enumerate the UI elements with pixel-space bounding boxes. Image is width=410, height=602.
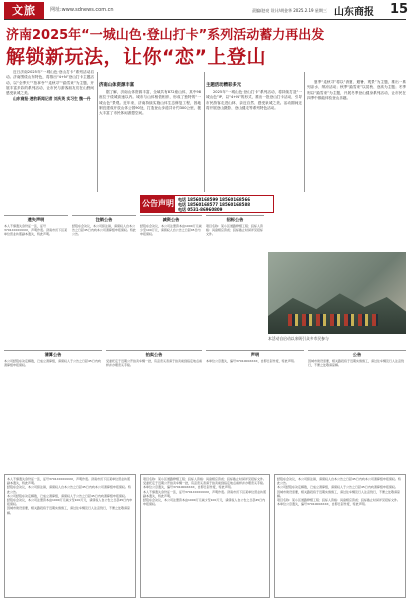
body-column-3 [307, 80, 406, 248]
site-url: 网址:www.sdnews.com.cn [50, 7, 114, 13]
column-rule [97, 72, 98, 192]
lead-column [6, 70, 94, 192]
ad-phone-line: 电话 18560168599 18560168566 [178, 197, 251, 202]
body-column-1 [99, 80, 201, 192]
ad-phone-line: 电话 0531-86960809 [178, 207, 223, 212]
byline: 山东商报·速豹新闻记者 刘庆英 实习生 魏一丹 [13, 96, 91, 102]
hiking-photo [268, 252, 406, 334]
ad-phone-line: 电话 18560168577 18560168588 [178, 202, 251, 207]
notice-block: 经股东会决议，本公司拟注销，请债权人自本公告之日起45日内向本公司清算组申报债权。特此公告。 本公司经股东决定解散，已成立清算组，请债权人于公告之日起45日内向清算组申报债权。 因城市建设需要，相关路段将于近期实施施工，请过往车辆及行人注意绕行，不便之处敬请谅解。 项目名称：某小区道路修缮工程；投标人资格：具备相应资质；投标截止时间详见招标文件。 本单位公章遗失，编号3701000XXXX，自即日起作废，特此声明。 [274, 474, 406, 598]
notice-block: 本人不慎遗失身份证一张，证号3701XXXXXXXX，声明作废。济南市历下区某单位营业执照副本遗失，特此声明。 经股东会决议，本公司拟注销，请债权人自本公告之日起45日内向本公司清算组申报债权。特此公告。 本公司经股东决定解散，已成立清算组，请债权人于公告之日起45日内向清算组申报债权。 经股东会决议，本公司注册资本由1000万元减少至100万元，请债权人自公告之日起45日内申报债权。 因城市建设需要，相关路段将于近期实施施工，请过往车辆及行人注意绕行，不便之处敬请谅解。 [4, 474, 136, 598]
ad-phones [178, 197, 250, 212]
body-paragraph-1: 据了解，济南山体资源丰富，全域共有872座山体，其中98座位于绕城高速以内。城市与山体相依相伴，形成了独特的“一城山色”景观。近年来，济南持续实施山体生态修复工程，因地制宜建成开放山体公园90处，打造登山步道共计约300公里，极大丰富了市民休闲游憩空间。 [99, 90, 201, 116]
classified-notice: 遗失声明 本人不慎遗失身份证一张，证号3701XXXXXXXX，声明作废。济南市历下区某单位营业执照副本遗失，特此声明。 [4, 215, 68, 345]
page-number: 15 [390, 2, 409, 17]
ad-label: 公告声明 [141, 196, 175, 212]
body-column-2 [206, 80, 302, 192]
body-paragraph-2: 2025年“一城山色·登山打卡”系列活动，将持续打造“一城山色”IP，以“4+N”的形式，推出一批登山打卡活动，引导市民游客走进山林、亲近自然、感受泉城之美。活动期间还将开展登山摄影、登山健走等系列特色活动。 [206, 90, 302, 110]
subhead-mountain-resources: 济南山体资源丰富 [99, 83, 135, 88]
column-rule [304, 72, 305, 192]
photo-caption: 本活动自启动以来吸引众多市民参与 [268, 336, 329, 341]
classified-notice: 公告 因城市建设需要，相关路段将于近期实施施工，请过往车辆及行人注意绕行，不便之处敬请谅解。 [308, 350, 406, 470]
newspaper-page [4, 2, 409, 600]
classified-notice: 拍卖公告 受委托定于近期公开拍卖车辆一批，有意竞买者请于拍卖前到指定地点看样并办理竞买手续。 [106, 350, 202, 470]
column-rule [204, 72, 205, 192]
notice-block: 项目名称：某小区道路修缮工程；投标人资格：具备相应资质；投标截止时间详见招标文件。 受委托定于近期公开拍卖车辆一批，有意竞买者请于拍卖前到指定地点看样并办理竞买手续。 本单位公章遗失，编号3701000XXXX，自即日起作废，特此声明。 本人不慎遗失身份证一张，证号3701XXXXXXXX，声明作废。济南市历下区某单位营业执照副本遗失，特此声明。 经股东会决议，本公司注册资本由1000万元减少至100万元，请债权人自公告之日起45日内申报债权。 [140, 474, 270, 598]
paper-name: 山东商报 [334, 7, 374, 18]
classified-notice: 招标公告 项目名称：某小区道路修缮工程；投标人资格：具备相应资质；投标截止时间详见招标文件。 [206, 215, 264, 345]
issue-meta: 责编/赵亮 设计/胡金华 2025.2.19 星期三 [252, 8, 327, 13]
body-paragraph-3: 夏季“觅秋寻”将以“消夏、避暑、观景”为主题，推出一系列亲水、纳凉活动；秋季“踏雪来”以赏秋、登高为主题；冬季则以“踏雪来”为主题，开展冬季登山健身系列活动，让市民在四季中都能体验登山乐趣。 [307, 80, 406, 100]
section-tag: 文旅 [4, 2, 44, 19]
classified-notice: 清算公告 本公司经股东决定解散，已成立清算组，请债权人于公告之日起45日内向清算组申报债权。 [4, 350, 102, 470]
classified-notice: 注销公告 经股东会决议，本公司拟注销，请债权人自本公告之日起45日内向本公司清算组申报债权。特此公告。 [72, 215, 136, 345]
classified-notice: 减资公告 经股东会决议，本公司注册资本由1000万元减少至100万元，请债权人自公告之日起45日内申报债权。 [140, 215, 202, 345]
notice-ad-bar [140, 195, 274, 213]
lead-paragraph: 近日济南2025年“一城山色·登山打卡”系列活动启动。济南围绕山东特色，将推出“4+N”登山打卡主题活动，以“全季天”“拍拿寺”“觅秋寻”“踏雪来”为主题，开展丰富多彩的系列活动，让市民与游客朋友们在山野间感受泉城之美。 [6, 70, 94, 96]
subhead-activities: 主题活动精彩多元 [206, 83, 242, 88]
article-kicker: 济南2025年“一城山色·登山打卡”系列活动蓄力再出发 [6, 28, 325, 43]
classified-notice: 声明 本单位公章遗失，编号3701000XXXX，自即日起作废，特此声明。 [206, 350, 304, 470]
article-headline: 解锁新玩法，让你“恋”上登山 [6, 46, 266, 68]
masthead [4, 2, 409, 20]
